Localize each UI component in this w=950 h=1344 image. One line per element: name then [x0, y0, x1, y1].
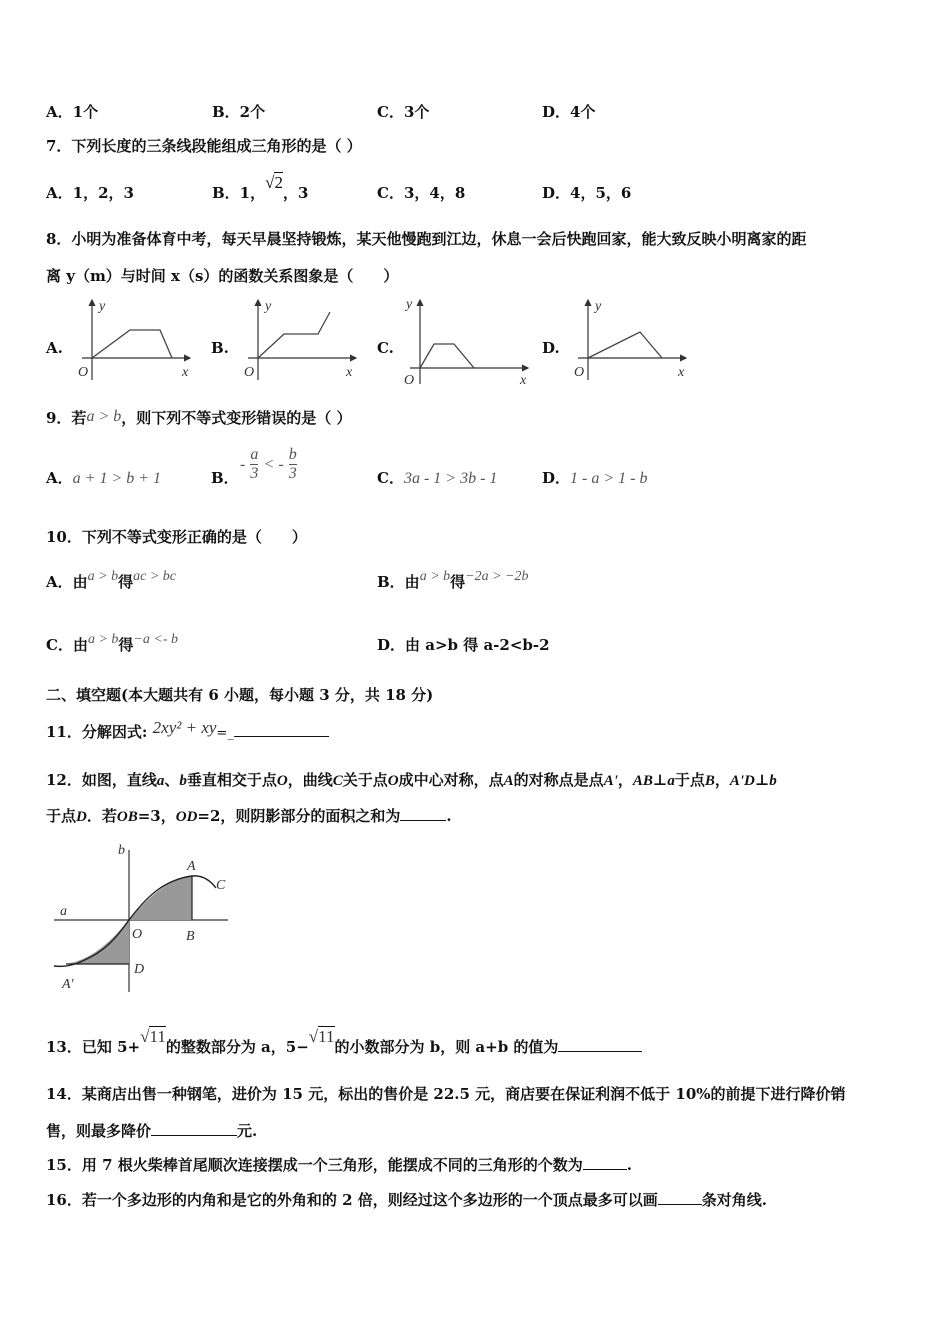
q15-pre: 15．用 7 根火柴棒首尾顺次连接摆成一个三角形，能摆成不同的三角形的个数为	[46, 1156, 583, 1174]
q16	[46, 1190, 767, 1210]
q7-option-b-post: ，3	[282, 184, 309, 202]
q12-text-part: ．若	[86, 807, 117, 825]
q12-text-part: A'D	[729, 773, 755, 789]
q6-option-c: C．3个	[377, 103, 430, 121]
q12-text-part: 、	[164, 771, 180, 789]
sqrt-symbol: √2	[265, 173, 283, 192]
q12-text-part: 垂直相交于点	[186, 771, 277, 789]
q10-a-result: ac > bc	[133, 569, 176, 584]
q7-option-d: D．4，5，6	[542, 184, 632, 202]
label-A: A	[187, 859, 196, 874]
q12-text-part: O	[276, 773, 288, 789]
q12-text-part: 12．如图，直线	[46, 771, 157, 789]
q15-post: .	[626, 1156, 632, 1174]
q12-line2	[46, 806, 452, 827]
q12-text-part: 的对称点是点	[513, 771, 604, 789]
q16-pre: 16．若一个多边形的内角和是它的外角和的 2 倍，则经过这个多边形的一个顶点最多可以画	[46, 1191, 658, 1209]
section-2-heading: 二、填空题(本大题共有 6 小题，每小题 3 分，共 18 分)	[46, 686, 434, 704]
q11-eq: =_	[216, 726, 234, 741]
q12-text-part: a	[156, 773, 165, 789]
q9-option-a-expr: a + 1 > b + 1	[72, 470, 162, 487]
q12-text-part: D	[76, 809, 87, 825]
q15	[46, 1155, 632, 1175]
q10-option-b	[377, 569, 529, 594]
q9-option-b-frac2	[289, 446, 297, 483]
q8-label-c: C.	[377, 339, 394, 357]
q6-option-b: B．2个	[212, 103, 266, 121]
q13-root-1: 11	[149, 1027, 166, 1046]
q9-option-d-expr: 1 - a > 1 - b	[570, 470, 648, 487]
q12-text-part: ⊥	[754, 771, 770, 789]
q13-answer-blank[interactable]	[558, 1037, 642, 1052]
q8-graph-a	[72, 294, 194, 384]
q12-answer-blank[interactable]	[400, 806, 446, 821]
label-D: D	[134, 962, 145, 977]
q13-root-2: 11	[318, 1027, 335, 1046]
label-C: C	[216, 878, 226, 893]
origin-label: O	[404, 373, 415, 388]
q8-stem-line1: 8．小明为准备体育中考，每天早晨坚持锻炼，某天他慢跑到江边，休息一会后快跑回家，能大致反映小明离家的距	[46, 230, 807, 248]
q12-text-part: A'	[603, 773, 618, 789]
q10-c-cond: a > b	[87, 632, 119, 647]
curve	[588, 332, 662, 358]
frac1-num: a	[250, 446, 259, 463]
q7-option-a: A．1，2，3	[46, 184, 134, 202]
x-label: x	[520, 373, 527, 388]
y-label: y	[595, 299, 602, 314]
q10-option-c	[46, 632, 178, 657]
label-A-prime: A'	[62, 977, 74, 992]
q8-graph-b	[238, 294, 360, 384]
q11	[46, 718, 329, 744]
q12-text-part: ，曲线	[287, 771, 333, 789]
q12-text-part: ，	[617, 771, 633, 789]
q12-text-part: 于点	[674, 771, 705, 789]
q9-option-d-label: D．	[542, 469, 571, 487]
q10-b-result: −2a > −2b	[465, 569, 529, 584]
q10-option-a	[46, 569, 176, 594]
shaded-region-lower	[66, 920, 129, 964]
q12-text-part: O	[387, 773, 399, 789]
q9-option-b-label: B．	[211, 469, 239, 487]
q7-option-c: C．3，4，8	[377, 184, 466, 202]
q7-option-b	[212, 173, 309, 203]
q10-a-pre: A．由	[46, 573, 88, 591]
q7-option-b-root: 2	[274, 173, 283, 192]
q12-text-part: 关于点	[342, 771, 388, 789]
q10-a-cond: a > b	[87, 569, 119, 584]
q13-post: 的小数部分为 b，则 a+b 的值为	[334, 1038, 559, 1056]
q8-graph-d	[568, 294, 690, 384]
origin-label: O	[244, 365, 255, 380]
q8-stem-line2: 离 y（m）与时间 x（s）的函数关系图象是（ ）	[46, 267, 399, 285]
q9-option-b-minus: -	[240, 456, 246, 473]
q10-a-de: 得	[118, 573, 134, 591]
q14-line1: 14．某商店出售一种钢笔，进价为 15 元，标出的售价是 22.5 元，商店要在保证利润不低于 10%的前提下进行降价销	[46, 1085, 846, 1103]
q12-text-part: A	[503, 773, 514, 789]
q10-stem: 10．下列不等式变形正确的是（ ）	[46, 528, 307, 546]
q16-post: 条对角线.	[701, 1191, 767, 1209]
q10-c-result: −a <- b	[133, 632, 178, 647]
q7-option-b-pre: B．1，	[212, 184, 266, 202]
q8-graph-c	[400, 294, 532, 388]
label-a: a	[60, 904, 67, 919]
y-label: y	[99, 299, 106, 314]
q9-option-d	[542, 468, 647, 489]
q14-post: 元.	[237, 1122, 258, 1140]
q9-option-b-frac1	[250, 446, 258, 483]
x-label: x	[182, 365, 189, 380]
q12-text-part: ⊥	[652, 771, 668, 789]
q12-figure	[50, 840, 240, 996]
curve	[258, 312, 330, 358]
q9-stem-post: ，则下列不等式变形错误的是（ ）	[121, 409, 352, 427]
q12-text-part: a	[667, 773, 675, 789]
q8-label-d: D.	[542, 339, 560, 357]
q13-sqrt-1: √11	[140, 1027, 166, 1046]
q10-c-de: 得	[118, 636, 134, 654]
origin-label: O	[78, 365, 89, 380]
label-B: B	[186, 929, 195, 944]
q10-option-d: D．由 a>b 得 a-2<b-2	[377, 636, 550, 654]
q14-line2	[46, 1121, 257, 1141]
q12-text-part: C	[332, 773, 343, 789]
curve	[92, 330, 172, 358]
q12-text-part: b	[769, 773, 777, 789]
q9-option-b-lt: < -	[263, 456, 284, 473]
q12-text-part: =3，	[137, 807, 176, 825]
q11-stem: 11．分解因式:	[46, 723, 148, 741]
q12-text-part: OB	[116, 809, 138, 825]
q13-pre: 13．已知 5+	[46, 1038, 141, 1056]
q10-c-pre: C．由	[46, 636, 88, 654]
frac2-den: 3	[288, 465, 297, 482]
q14-answer-blank[interactable]	[151, 1121, 237, 1136]
q12-text-part: AB	[632, 773, 653, 789]
q12-line1	[46, 770, 777, 791]
q10-b-pre: B．由	[377, 573, 420, 591]
q6-option-d: D．4个	[542, 103, 596, 121]
q9-stem-pre: 9．若	[46, 409, 87, 427]
q9-condition: a > b	[86, 408, 122, 425]
label-b: b	[118, 843, 125, 858]
y-label: y	[406, 297, 413, 312]
q10-b-de: 得	[450, 573, 466, 591]
q9-option-a	[46, 468, 161, 489]
q9-option-c	[377, 468, 497, 489]
q8-label-b: B.	[211, 339, 229, 357]
q9-stem	[46, 408, 351, 429]
curve	[420, 344, 474, 368]
q12-text-part: 于点	[46, 807, 77, 825]
q8-label-a: A.	[46, 339, 63, 357]
q12-text-part: =2，则阴影部分的面积之和为	[197, 807, 401, 825]
y-label: y	[265, 299, 272, 314]
q9-option-b-expr	[240, 446, 297, 483]
q9-option-c-label: C．	[377, 469, 404, 487]
x-label: x	[678, 365, 685, 380]
q13-sqrt-2: √11	[308, 1027, 335, 1046]
q13	[46, 1027, 642, 1057]
q11-expr: 2xy² + xy	[152, 718, 217, 737]
q11-answer-blank[interactable]	[234, 722, 329, 737]
frac1-den: 3	[250, 465, 259, 482]
q15-answer-blank[interactable]	[583, 1155, 627, 1170]
q12-text-part: b	[179, 773, 187, 789]
q9-option-c-expr: 3a - 1 > 3b - 1	[403, 470, 498, 487]
q16-answer-blank[interactable]	[658, 1190, 702, 1205]
q7-stem: 7．下列长度的三条线段能组成三角形的是（ ）	[46, 137, 362, 155]
frac2-num: b	[288, 446, 297, 463]
q13-mid: 的整数部分为 a，5−	[165, 1038, 309, 1056]
origin-label: O	[574, 365, 585, 380]
shaded-region-upper	[129, 876, 192, 920]
label-O: O	[132, 927, 143, 942]
q12-end: .	[446, 807, 452, 825]
q12-text-part: B	[704, 773, 715, 789]
q6-option-a: A．1个	[46, 103, 99, 121]
q14-pre: 售，则最多降价	[46, 1122, 152, 1140]
q9-option-a-label: A．	[46, 469, 73, 487]
q10-b-cond: a > b	[419, 569, 451, 584]
x-label: x	[346, 365, 353, 380]
q12-text-part: OD	[175, 809, 198, 825]
q12-text-part: 成中心对称，点	[398, 771, 504, 789]
q12-text-part: ，	[714, 771, 730, 789]
